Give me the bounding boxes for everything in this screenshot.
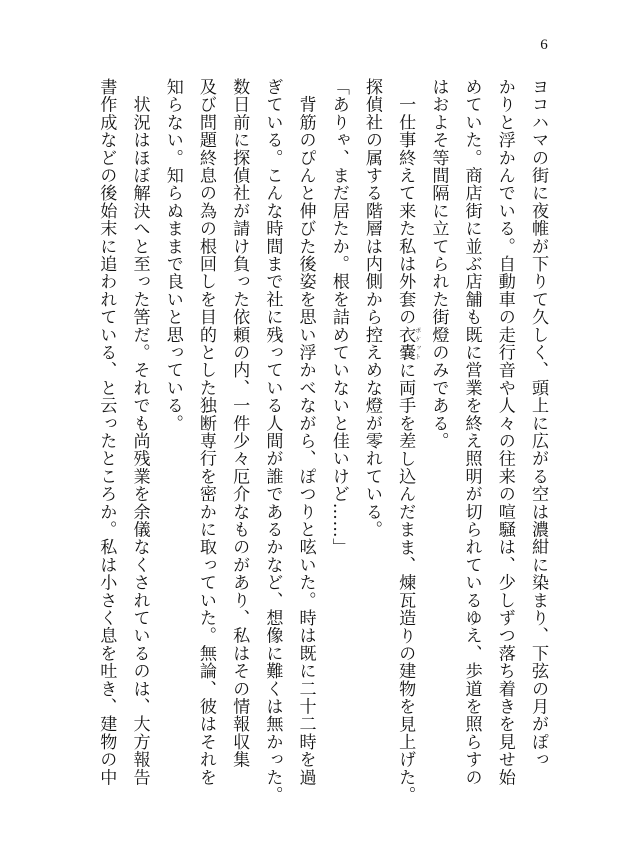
text-line-12: 知らない。知らぬままで良いと思っている。 [162, 78, 183, 432]
text-line-14: 書作成などの後始末に追われている、と云ったところか。私は小さく息を吐き、建物の中 [96, 78, 117, 786]
ruby-reading: ポケット [413, 325, 421, 362]
text-line-10: 数日前に探偵社が請け負った依頼の内、一件少々厄介なものがあり、私はその情報収集 [229, 78, 250, 769]
text-line-11: 及び問題終息の為の根回しを目的とした独断専行を密かに取っていた。無論、彼はそれを [195, 78, 216, 786]
novel-body-text [89, 78, 554, 804]
text-line-5-end: に両手を差し込んだまま、煉瓦造りの建物を見上げた。 [395, 361, 416, 804]
text-line-13: 状況はほぼ解決へと至った筈だ。それでも尚残業を余儀なくされているのは、大方報告 [129, 78, 150, 786]
text-line-7: 「ありゃ、まだ居たか。根を詰めていないと佳いけど……」 [328, 78, 349, 556]
ruby-base: 衣嚢 [395, 325, 416, 362]
text-line-2: かりと浮かんでいる。自動車の走行音や人々の往来の喧騒は、少しずつ落ち着きを見せ始 [494, 78, 515, 786]
page-number: 6 [540, 37, 548, 53]
text-line-5-with-ruby [388, 78, 421, 804]
text-line-8: 背筋のぴんと伸びた後姿を思い浮かべながら、ぽつりと呟いた。時は既に二十二時を過 [295, 78, 316, 786]
ruby-annotation [395, 325, 421, 362]
text-line-1: ヨコハマの街に夜帷が下りて久しく、頭上に広がる空は濃紺に染まり、下弦の月がぽっ [528, 78, 548, 769]
text-line-5-start: 一仕事終えて来た私は外套の [395, 78, 416, 326]
text-line-9: ぎている。こんな時間まで社に残っている人間が誰であるかなど、想像に難くは無かった。 [262, 78, 283, 804]
text-line-3: めていた。商店街に並ぶ店舗も既に営業を終え照明が切られているゆえ、歩道を照らすの [461, 78, 482, 786]
text-line-6: 探偵社の属する階層は内側から控えめな燈が零れている。 [361, 78, 382, 539]
text-line-4: はおよそ等間隔に立てられた街燈のみである。 [428, 78, 449, 450]
